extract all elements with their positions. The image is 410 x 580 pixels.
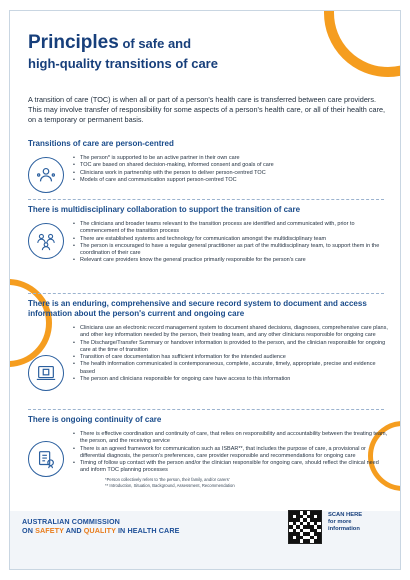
footnote-2: ** Introduction, Situation, Background, Assessment, Recommendation xyxy=(105,483,235,488)
scan-line-1: SCAN HERE xyxy=(328,512,363,518)
list-item: • The clinicians and broader teams relevant to the transition process are identified and communicated with, prior to commencement of the transition process xyxy=(72,221,388,236)
bullet-list xyxy=(72,325,388,383)
section-continuity xyxy=(28,415,388,477)
intro-paragraph: A transition of care (TOC) is when all or part of a person's health care is transferred between care providers. This may involve transfer of responsibility for some aspects of a person's health care, or all of their health care, on a temporary or permanent basis. xyxy=(28,95,386,125)
list-item: • There are established systems and technology for communication amongst the multidisciplinary team xyxy=(72,236,388,243)
list-item: • TOC are based on shared decision-making, informed consent and goals of care xyxy=(72,162,388,169)
section-divider xyxy=(28,293,384,294)
section-title: There is multidisciplinary collaboration to support the transition of care xyxy=(28,205,301,214)
list-item: • Transition of care documentation has sufficient information for the intended audience xyxy=(72,354,388,361)
section-multidisciplinary xyxy=(28,205,388,265)
brand-quality: QUALITY xyxy=(83,525,116,535)
continuity-icon xyxy=(28,441,64,477)
list-item: • The person is encouraged to have a regular general practitioner as part of the multidisciplinary team, to support them in the coordination of their care xyxy=(72,243,388,258)
section-divider xyxy=(28,199,384,200)
bullet-list xyxy=(72,221,388,265)
brand-line-1: AUSTRALIAN COMMISSION xyxy=(22,517,120,526)
section-person-centred xyxy=(28,139,388,193)
bullet-list xyxy=(72,431,388,475)
footnotes xyxy=(105,477,375,489)
list-item: • Relevant care providers know the general practice primarily responsible for the person's care xyxy=(72,257,388,264)
scan-here-label xyxy=(328,512,362,534)
footnote-1: *Person collectively refers to 'the person, their family, and/or carers' xyxy=(105,477,230,482)
brand-safety: SAFETY xyxy=(35,525,64,535)
decorative-arc-top-right xyxy=(324,10,401,77)
list-item: • Clinicians work in partnership with the person to deliver person-centred TOC xyxy=(72,170,388,177)
title-line-2: high-quality transitions of care xyxy=(28,56,218,71)
title-rest: of safe and xyxy=(118,36,192,51)
scan-line-3: information xyxy=(328,526,360,533)
list-item: • There is an agreed framework for communication such as ISBAR**, that includes the purpose of care, a provisional or differential diagnosis, the person's preferences, care provider responsible and recommendations for ongoing care xyxy=(72,446,388,461)
list-item: • The health information communicated is contemporaneous, complete, accurate, timely, appropriate, precise and evidence based xyxy=(72,361,388,376)
commission-logo xyxy=(22,518,180,535)
section-title: There is ongoing continuity of care xyxy=(28,415,162,424)
brand-and: AND xyxy=(63,525,84,535)
team-icon xyxy=(28,223,64,259)
person-centred-icon xyxy=(28,157,64,193)
list-item: • There is effective coordination and continuity of care, that relies on responsibility and accountability between the treating team, the person, and the receiving service xyxy=(72,431,388,446)
bullet-list xyxy=(72,155,388,184)
section-title: There is an enduring, comprehensive and secure record system to document and access information about the person's current and ongoing care xyxy=(28,299,367,318)
page-title xyxy=(28,33,218,74)
document-page xyxy=(9,10,401,570)
brand-on: ON xyxy=(22,525,36,535)
section-title: Transitions of care are person-centred xyxy=(28,139,174,148)
qr-code[interactable] xyxy=(288,510,322,544)
section-divider xyxy=(28,409,384,410)
brand-in-health-care: IN HEALTH CARE xyxy=(115,525,180,535)
brand-line-2 xyxy=(22,527,180,536)
scan-line-2: for more xyxy=(328,519,352,526)
section-record-system xyxy=(28,299,388,391)
list-item: • The person and clinicians responsible for ongoing care have access to this information xyxy=(72,376,388,383)
list-item: • Clinicians use an electronic record management system to document shared decisions, diagnoses, comprehensive care plans, and other key information needed by the person, their treating team, and any other clinicians responsible for ongoing care xyxy=(72,325,388,340)
list-item: • Models of care and communication support person-centred TOC xyxy=(72,177,388,184)
list-item: • The Discharge/Transfer Summary or handover information is provided to the person, and the clinician responsible for ongoing care at the time of transition xyxy=(72,340,388,355)
record-icon xyxy=(28,355,64,391)
title-principles: Principles xyxy=(28,32,119,53)
list-item: • The person* is supported to be an active partner in their own care xyxy=(72,155,388,162)
list-item: • Timing of follow up contact with the person and/or the clinician responsible for ongoing care, should reflect the clinical need and inform TOC planning processes xyxy=(72,460,388,475)
